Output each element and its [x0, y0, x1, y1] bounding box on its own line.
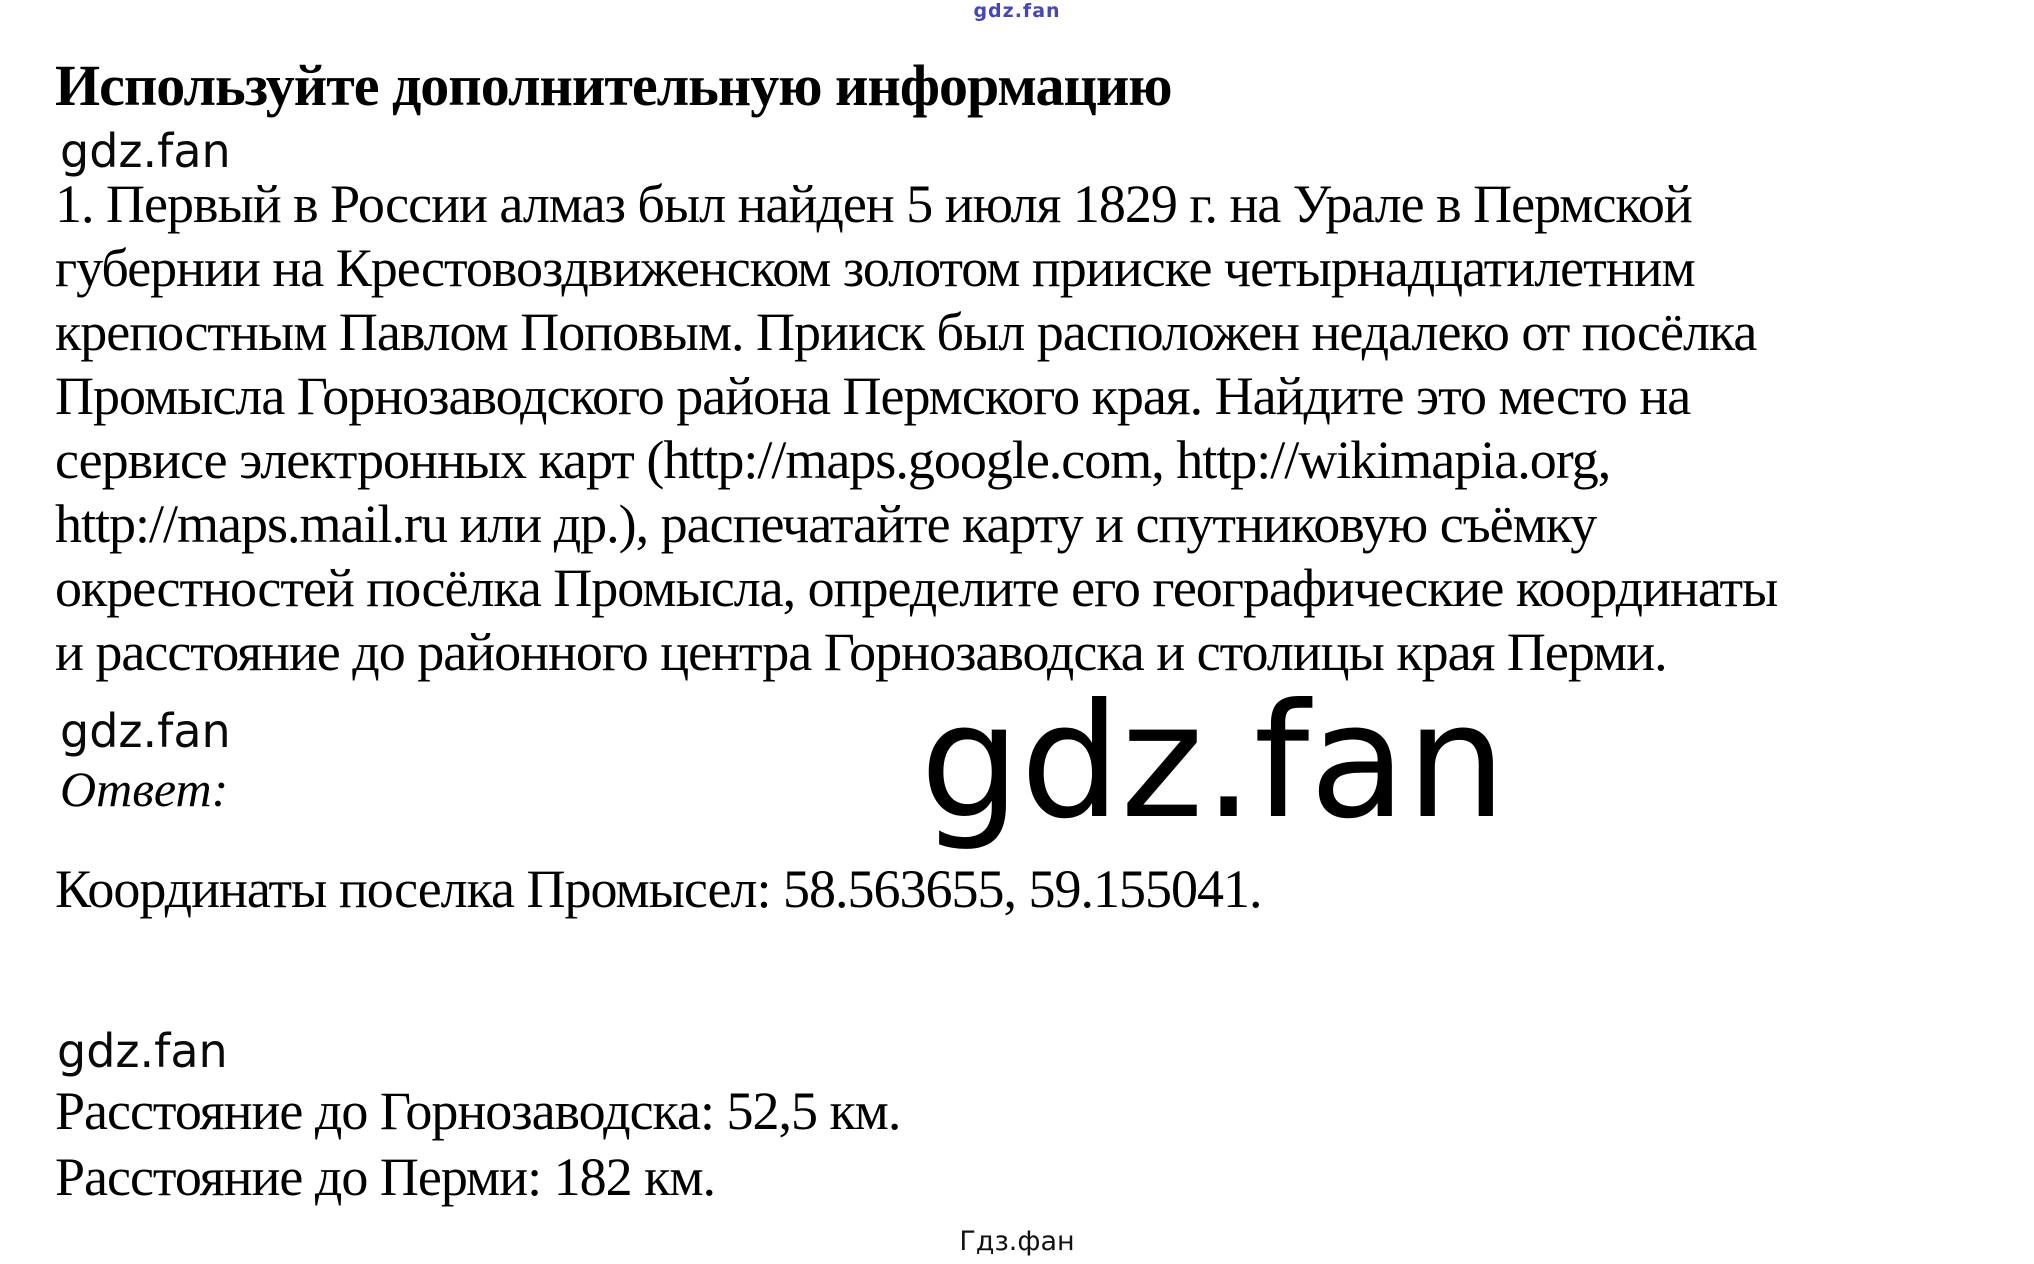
- answer-coordinates-line: Координаты поселка Промысел: 58.563655, 59.155041.: [55, 859, 1262, 919]
- answer-distance-perm: Расстояние до Перми: 182 км.: [55, 1147, 715, 1207]
- task-line: Промысла Горнозаводского района Пермского края. Найдите это место на: [55, 366, 1691, 426]
- task-paragraph: [55, 172, 1777, 684]
- top-site-watermark: gdz.fan: [973, 0, 1061, 22]
- task-line: губернии на Крестовоздвиженском золотом прииске четырнадцатилетним: [55, 238, 1695, 298]
- task-line: 1. Первый в России алмаз был найден 5 июля 1829 г. на Урале в Пермской: [55, 174, 1692, 234]
- answer-distance-gornozavodsk: Расстояние до Горнозаводска: 52,5 км.: [55, 1081, 901, 1141]
- task-line: сервисе электронных карт (http://maps.google.com, http://wikimapia.org,: [55, 430, 1611, 490]
- task-line: http://maps.mail.ru или др.), распечатайте карту и спутниковую съёмку: [55, 494, 1597, 554]
- site-label-gdzfan-1: gdz.fan: [60, 124, 231, 178]
- task-line: и расстояние до районного центра Горнозаводска и столицы края Перми.: [55, 622, 1667, 682]
- answer-label: Ответ:: [60, 761, 229, 817]
- site-label-gdzfan-2: gdz.fan: [60, 704, 231, 758]
- task-line: окрестностей посёлка Промысла, определите его географические координаты: [55, 558, 1778, 618]
- center-site-watermark: gdz.fan: [920, 670, 1507, 854]
- page-title: Используйте дополнительную информацию: [55, 53, 1172, 118]
- footer-site-name: Гдз.фан: [959, 1226, 1075, 1257]
- task-line: крепостным Павлом Поповым. Прииск был расположен недалеко от посёлка: [55, 302, 1757, 362]
- site-label-gdzfan-3: gdz.fan: [57, 1024, 228, 1078]
